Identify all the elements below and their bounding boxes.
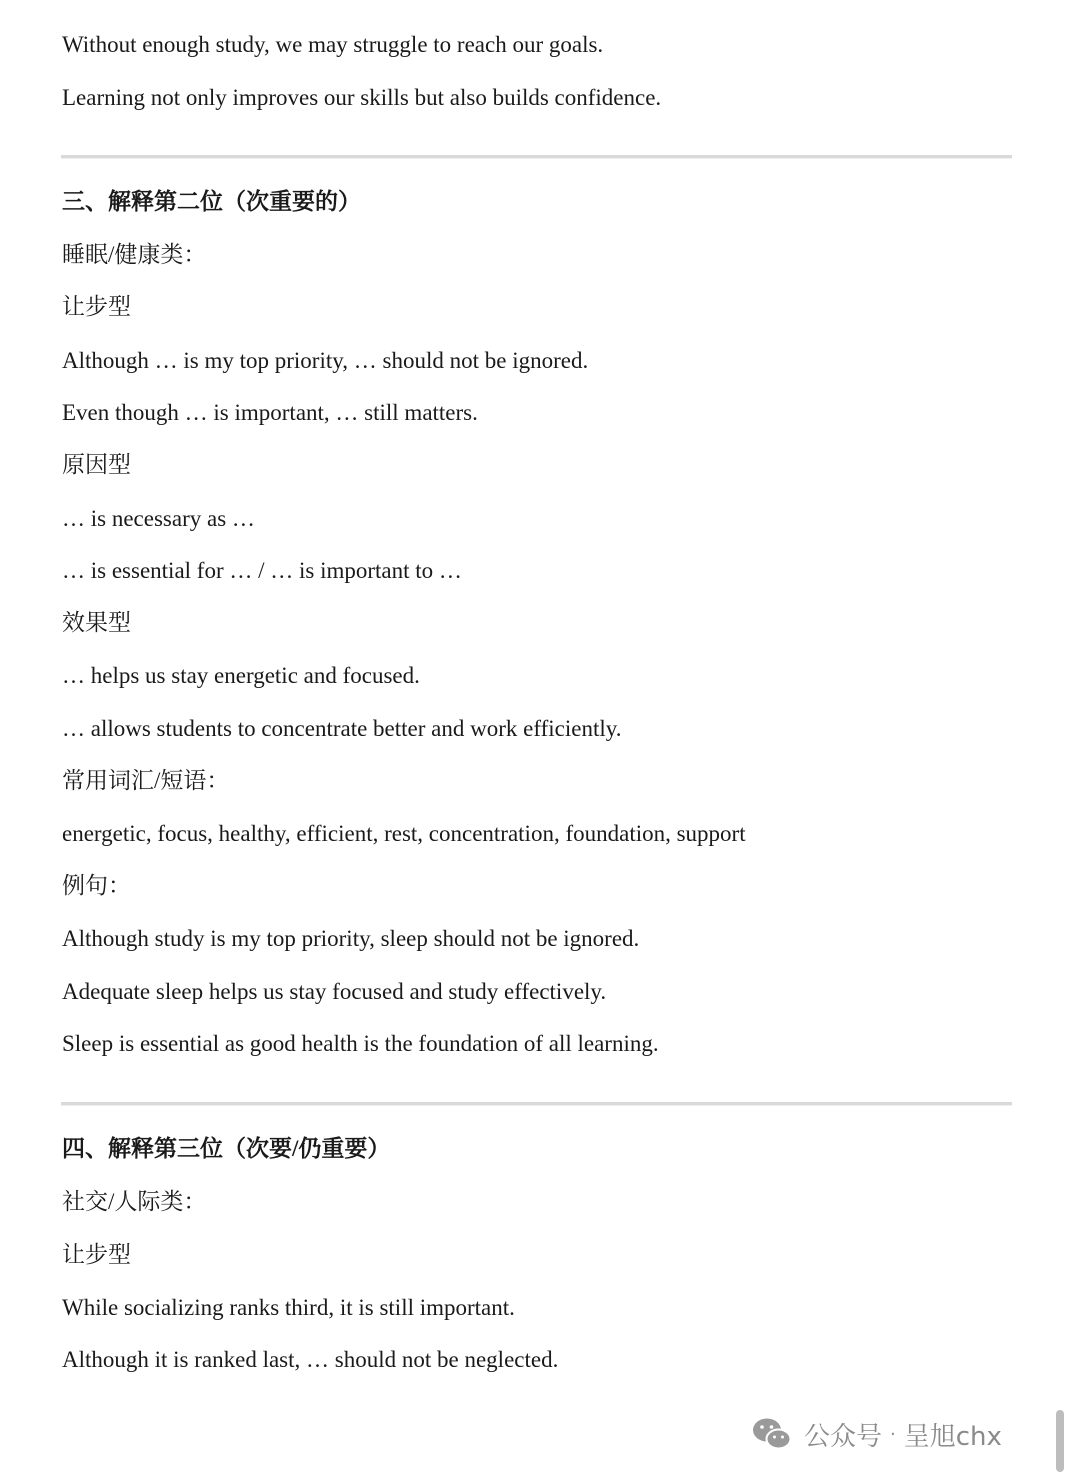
- text-line: Learning not only improves our skills but also builds confidence.: [62, 85, 662, 110]
- watermark-account-name: 呈旭chx: [903, 1421, 1002, 1452]
- watermark-separator: ·: [890, 1423, 896, 1445]
- watermark-account-label: 公众号: [804, 1421, 883, 1452]
- category-label: 社交/人际类：: [62, 1189, 207, 1214]
- text-line: … is essential for … / … is important to …: [62, 558, 462, 583]
- text-line: While socializing ranks third, it is still important.: [62, 1295, 515, 1320]
- pattern-label: 效果型: [62, 610, 131, 635]
- example-sentence: Sleep is essential as good health is the foundation of all learning.: [62, 1031, 659, 1056]
- watermark: [752, 1412, 1002, 1456]
- pattern-label: 让步型: [62, 294, 131, 319]
- example-sentence: Adequate sleep helps us stay focused and study effectively.: [62, 979, 607, 1004]
- examples-label: 例句：: [62, 873, 131, 898]
- pattern-label: 让步型: [62, 1242, 131, 1267]
- category-label: 睡眠/健康类：: [62, 242, 207, 267]
- text-line: Even though … is important, … still matters.: [62, 400, 478, 425]
- text-line: Although … is my top priority, … should not be ignored.: [62, 348, 589, 373]
- section-divider: [61, 155, 1012, 159]
- wechat-icon: [752, 1417, 792, 1451]
- scrollbar-thumb[interactable]: [1056, 1410, 1064, 1472]
- vocab-list: energetic, focus, healthy, efficient, rest, concentration, foundation, support: [62, 821, 746, 846]
- text-line: Without enough study, we may struggle to reach our goals.: [62, 32, 604, 57]
- pattern-label: 原因型: [62, 452, 131, 477]
- section-heading: 三、解释第二位（次重要的）: [62, 189, 361, 214]
- text-line: … helps us stay energetic and focused.: [62, 663, 420, 688]
- text-line: … is necessary as …: [62, 506, 255, 531]
- example-sentence: Although study is my top priority, sleep should not be ignored.: [62, 926, 640, 951]
- section-divider: [61, 1102, 1012, 1106]
- text-line: … allows students to concentrate better and work efficiently.: [62, 716, 622, 741]
- text-line: Although it is ranked last, … should not be neglected.: [62, 1347, 559, 1372]
- vocab-label: 常用词汇/短语：: [62, 768, 230, 793]
- section-heading: 四、解释第三位（次要/仍重要）: [62, 1136, 391, 1161]
